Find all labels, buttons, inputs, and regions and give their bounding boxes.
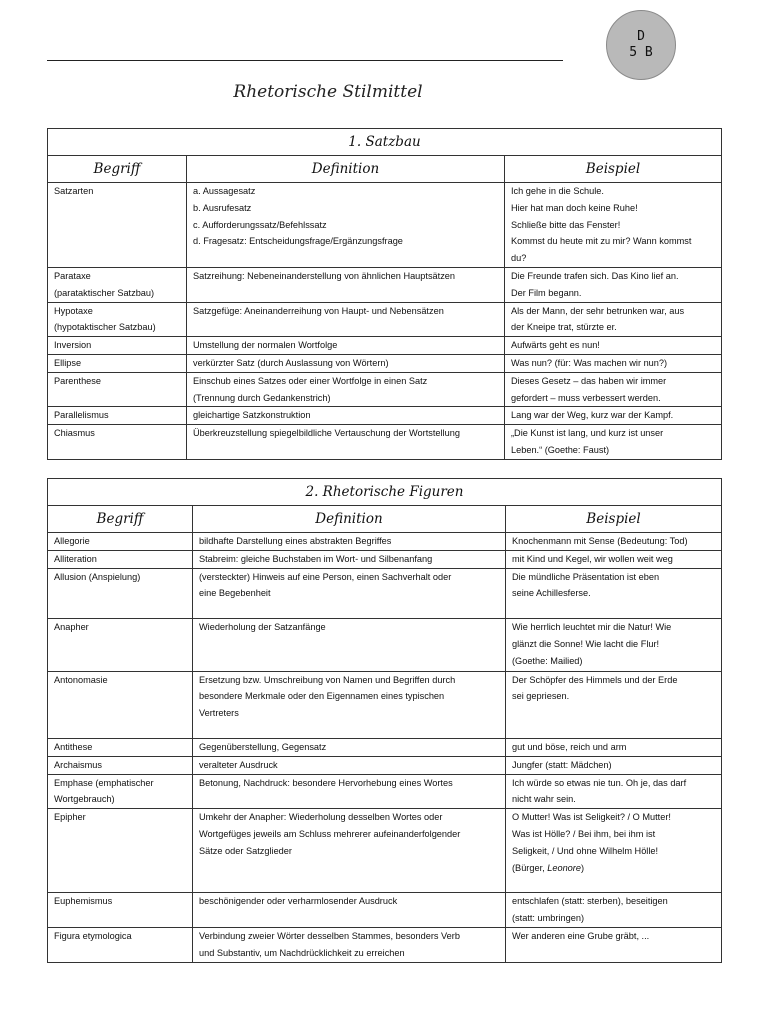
cell-text: Ich gehe in die Schule. xyxy=(511,186,604,196)
cell-text: Die mündliche Präsentation ist eben xyxy=(512,571,660,582)
table-row xyxy=(48,738,722,756)
cell-definition xyxy=(193,568,506,619)
cell-text: a. Aussagesatz xyxy=(193,186,256,196)
cell-definition xyxy=(187,425,505,460)
cell-text: Hier hat man doch keine Ruhe! xyxy=(511,202,638,213)
cell-text: entschlafen (statt: sterben), beseitigen xyxy=(512,896,668,907)
cell-text: Satzarten xyxy=(54,186,94,196)
cell-term xyxy=(48,372,187,407)
cell-text: glänzt die Sonne! Wie lacht die Flur! xyxy=(512,638,660,649)
cell-text: Figura etymologica xyxy=(54,930,132,941)
table-rhetorische-figuren xyxy=(47,478,722,963)
cell-text: (versteckter) Hinweis auf eine Person, einen Sachverhalt oder xyxy=(199,571,452,582)
cell-definition xyxy=(193,738,506,756)
cell-text: „Die Kunst ist lang, und kurz ist unser xyxy=(511,428,664,439)
cell-text: Knochenmann mit Sense (Bedeutung: Tod) xyxy=(512,536,688,546)
cell-example xyxy=(505,407,722,425)
table-row xyxy=(48,372,722,407)
cell-text: Allusion (Anspielung) xyxy=(54,571,141,582)
cell-definition xyxy=(187,372,505,407)
cell-term xyxy=(48,927,193,962)
cell-text: Überkreuzstellung spiegelbildliche Vertauschung der Wortstellung xyxy=(193,428,460,439)
cell-text: Wortgefüges jeweils am Schluss mehrerer aufeinanderfolgender xyxy=(199,828,461,839)
cell-term xyxy=(48,756,193,774)
cell-term xyxy=(48,407,187,425)
badge-subject: D xyxy=(637,29,645,44)
source-note-after: ) xyxy=(580,862,585,873)
cell-text: Sätze oder Satzglieder xyxy=(199,845,292,856)
cell-term xyxy=(48,738,193,756)
cell-text: mit Kind und Kegel, wir wollen weit weg xyxy=(512,553,673,564)
cell-text: b. Ausrufesatz xyxy=(193,202,252,213)
table-body xyxy=(48,183,722,460)
table-row xyxy=(48,893,722,928)
cell-term xyxy=(48,533,193,551)
cell-term xyxy=(48,337,187,355)
cell-text: Wiederholung der Satzanfänge xyxy=(199,622,326,633)
source-note-before: (Bürger, xyxy=(512,862,548,873)
cell-definition xyxy=(193,550,506,568)
table-row xyxy=(48,425,722,460)
cell-text: Seligkeit, / Und ohne Wilhelm Hölle! xyxy=(512,845,659,856)
table-row xyxy=(48,550,722,568)
cell-text: Gegenüberstellung, Gegensatz xyxy=(199,741,327,752)
column-header-definition: Definition xyxy=(193,506,506,533)
cell-example xyxy=(505,302,722,337)
cell-text: Der Film begann. xyxy=(511,287,582,298)
cell-text: Allegorie xyxy=(54,536,90,546)
cell-text: gleichartige Satzkonstruktion xyxy=(193,410,311,421)
cell-example xyxy=(506,738,722,756)
table-body xyxy=(48,533,722,963)
cell-source-note xyxy=(512,860,715,877)
cell-term xyxy=(48,809,193,893)
cell-term xyxy=(48,550,193,568)
cell-text: Wortgebrauch) xyxy=(54,794,115,805)
cell-text: c. Aufforderungssatz/Befehlssatz xyxy=(193,219,327,230)
cell-term xyxy=(48,568,193,619)
cell-text: seine Achillesferse. xyxy=(512,588,591,599)
cell-text: Jungfer (statt: Mädchen) xyxy=(512,759,612,770)
table-row xyxy=(48,774,722,809)
cell-text: Was ist Hölle? / Bei ihm, bei ihm ist xyxy=(512,828,656,839)
cell-text: Epipher xyxy=(54,812,86,823)
cell-example xyxy=(506,568,722,619)
section-heading: 2. Rhetorische Figuren xyxy=(48,479,722,506)
cell-term xyxy=(48,354,187,372)
table-row xyxy=(48,809,722,893)
table-row xyxy=(48,533,722,551)
column-header-example: Beispiel xyxy=(505,156,722,183)
cell-text: Aufwärts geht es nun! xyxy=(511,340,600,351)
cell-text: Dieses Gesetz – das haben wir immer xyxy=(511,375,667,386)
table-row xyxy=(48,354,722,372)
cell-term xyxy=(48,302,187,337)
source-note-emph: Leonore xyxy=(547,862,581,873)
cell-definition xyxy=(193,619,506,671)
page-title: Rhetorische Stilmittel xyxy=(233,82,423,102)
cell-text: Leben.“ (Goethe: Faust) xyxy=(511,444,610,455)
cell-example xyxy=(505,372,722,407)
cell-text: (Trennung durch Gedankenstrich) xyxy=(193,392,331,403)
cell-text: Archaismus xyxy=(54,759,102,770)
cell-example xyxy=(506,533,722,551)
cell-text: O Mutter! Was ist Seligkeit? / O Mutter! xyxy=(512,812,671,823)
cell-definition xyxy=(193,927,506,962)
cell-text: eine Begebenheit xyxy=(199,588,271,599)
column-header-term: Begriff xyxy=(48,156,187,183)
table-row xyxy=(48,671,722,738)
cell-term xyxy=(48,671,193,738)
cell-text: Umstellung der normalen Wortfolge xyxy=(193,340,338,351)
cell-text: Die Freunde trafen sich. Das Kino lief an. xyxy=(511,270,679,281)
cell-definition xyxy=(187,302,505,337)
cell-term xyxy=(48,425,187,460)
cell-definition xyxy=(187,183,505,268)
table-row xyxy=(48,568,722,619)
cell-text: Satzreihung: Nebeneinanderstellung von ähnlichen Hauptsätzen xyxy=(193,270,456,281)
cell-text: (hypotaktischer Satzbau) xyxy=(54,322,156,333)
cell-text: Euphemismus xyxy=(54,896,113,907)
column-header-term: Begriff xyxy=(48,506,193,533)
cell-text: du? xyxy=(511,253,527,264)
cell-example xyxy=(506,893,722,928)
cell-text: bildhafte Darstellung eines abstrakten Begriffes xyxy=(199,536,392,546)
name-line xyxy=(47,46,563,61)
table-row xyxy=(48,337,722,355)
cell-term xyxy=(48,893,193,928)
cell-definition xyxy=(193,774,506,809)
cell-example xyxy=(506,774,722,809)
cell-text: Parataxe xyxy=(54,270,91,281)
cell-text: nicht wahr sein. xyxy=(512,794,576,805)
cell-term xyxy=(48,619,193,671)
cell-example xyxy=(506,756,722,774)
cell-definition xyxy=(187,267,505,302)
table-row xyxy=(48,756,722,774)
cell-term xyxy=(48,183,187,268)
cell-term xyxy=(48,267,187,302)
cell-text: gefordert – muss verbessert werden. xyxy=(511,392,661,403)
cell-text: Satzgefüge: Aneinanderreihung von Haupt- und Nebensätzen xyxy=(193,305,444,316)
cell-text: Hypotaxe xyxy=(54,305,93,316)
cell-example xyxy=(506,619,722,671)
badge-class: 5 B xyxy=(629,45,653,60)
section-heading: 1. Satzbau xyxy=(48,129,722,156)
column-header-definition: Definition xyxy=(187,156,505,183)
cell-text: Antonomasie xyxy=(54,674,108,685)
cell-text: (statt: umbringen) xyxy=(512,913,584,924)
cell-text: Schließe bitte das Fenster! xyxy=(511,219,621,230)
cell-text: Anapher xyxy=(54,622,89,633)
cell-example xyxy=(506,671,722,738)
cell-text: Stabreim: gleiche Buchstaben im Wort- und Silbenanfang xyxy=(199,553,433,564)
cell-text: Wie herrlich leuchtet mir die Natur! Wie xyxy=(512,622,672,633)
cell-definition xyxy=(187,407,505,425)
cell-text: Ersetzung bzw. Umschreibung von Namen und Begriffen durch xyxy=(199,674,456,685)
cell-definition xyxy=(193,756,506,774)
table-row xyxy=(48,619,722,671)
cell-text: der Kneipe trat, stürzte er. xyxy=(511,322,617,333)
column-header-example: Beispiel xyxy=(506,506,722,533)
cell-text: Inversion xyxy=(54,340,92,351)
cell-text: Lang war der Weg, kurz war der Kampf. xyxy=(511,410,674,421)
cell-example xyxy=(506,550,722,568)
cell-term xyxy=(48,774,193,809)
cell-definition xyxy=(187,354,505,372)
cell-text: Antithese xyxy=(54,741,93,752)
cell-example xyxy=(505,425,722,460)
cell-text: Kommst du heute mit zu mir? Wann kommst xyxy=(511,236,692,247)
table-row xyxy=(48,927,722,962)
cell-text: Umkehr der Anapher: Wiederholung desselben Wortes oder xyxy=(199,812,443,823)
cell-text: Verbindung zweier Wörter desselben Stammes, besonders Verb xyxy=(199,930,460,941)
cell-definition xyxy=(193,893,506,928)
cell-text: Betonung, Nachdruck: besondere Hervorhebung eines Wortes xyxy=(199,777,453,788)
table-satzbau xyxy=(47,128,722,460)
cell-example xyxy=(505,183,722,268)
cell-text: (Goethe: Mailied) xyxy=(512,655,583,666)
cell-text: und Substantiv, um Nachdrücklichkeit zu erreichen xyxy=(199,947,405,958)
cell-text: Wer anderen eine Grube gräbt, ... xyxy=(512,930,650,941)
cell-example xyxy=(506,927,722,962)
cell-text: Ellipse xyxy=(54,357,82,368)
cell-example xyxy=(505,354,722,372)
cell-text: Parenthese xyxy=(54,375,101,386)
cell-text: (parataktischer Satzbau) xyxy=(54,287,155,298)
cell-text: Als der Mann, der sehr betrunken war, aus xyxy=(511,305,685,316)
cell-text: besondere Merkmale oder den Eigennamen eines typischen xyxy=(199,691,445,702)
cell-text: Emphase (emphatischer xyxy=(54,777,154,788)
cell-text: Parallelismus xyxy=(54,410,109,421)
table-row xyxy=(48,267,722,302)
cell-text: gut und böse, reich und arm xyxy=(512,741,627,752)
cell-text: Alliteration xyxy=(54,553,97,564)
cell-definition xyxy=(193,809,506,893)
cell-text: Der Schöpfer des Himmels und der Erde xyxy=(512,674,678,685)
table-row xyxy=(48,407,722,425)
cell-text: Was nun? (für: Was machen wir nun?) xyxy=(511,357,668,368)
table-row xyxy=(48,302,722,337)
cell-text: veralteter Ausdruck xyxy=(199,759,278,770)
cell-text: verkürzter Satz (durch Auslassung von Wörtern) xyxy=(193,357,389,368)
cell-text: Chiasmus xyxy=(54,428,95,439)
cell-text: beschönigender oder verharmlosender Ausdruck xyxy=(199,896,398,907)
cell-example xyxy=(506,809,722,893)
class-badge xyxy=(606,10,676,80)
cell-definition xyxy=(193,671,506,738)
cell-text: sei gepriesen. xyxy=(512,691,570,702)
table-row xyxy=(48,183,722,268)
cell-text: Einschub eines Satzes oder einer Wortfolge in einen Satz xyxy=(193,375,428,386)
cell-definition xyxy=(193,533,506,551)
cell-example xyxy=(505,267,722,302)
cell-text: Ich würde so etwas nie tun. Oh je, das darf xyxy=(512,777,687,788)
cell-definition xyxy=(187,337,505,355)
cell-text: Vertreters xyxy=(199,708,239,719)
cell-text: d. Fragesatz: Entscheidungsfrage/Ergänzungsfrage xyxy=(193,236,403,247)
cell-example xyxy=(505,337,722,355)
